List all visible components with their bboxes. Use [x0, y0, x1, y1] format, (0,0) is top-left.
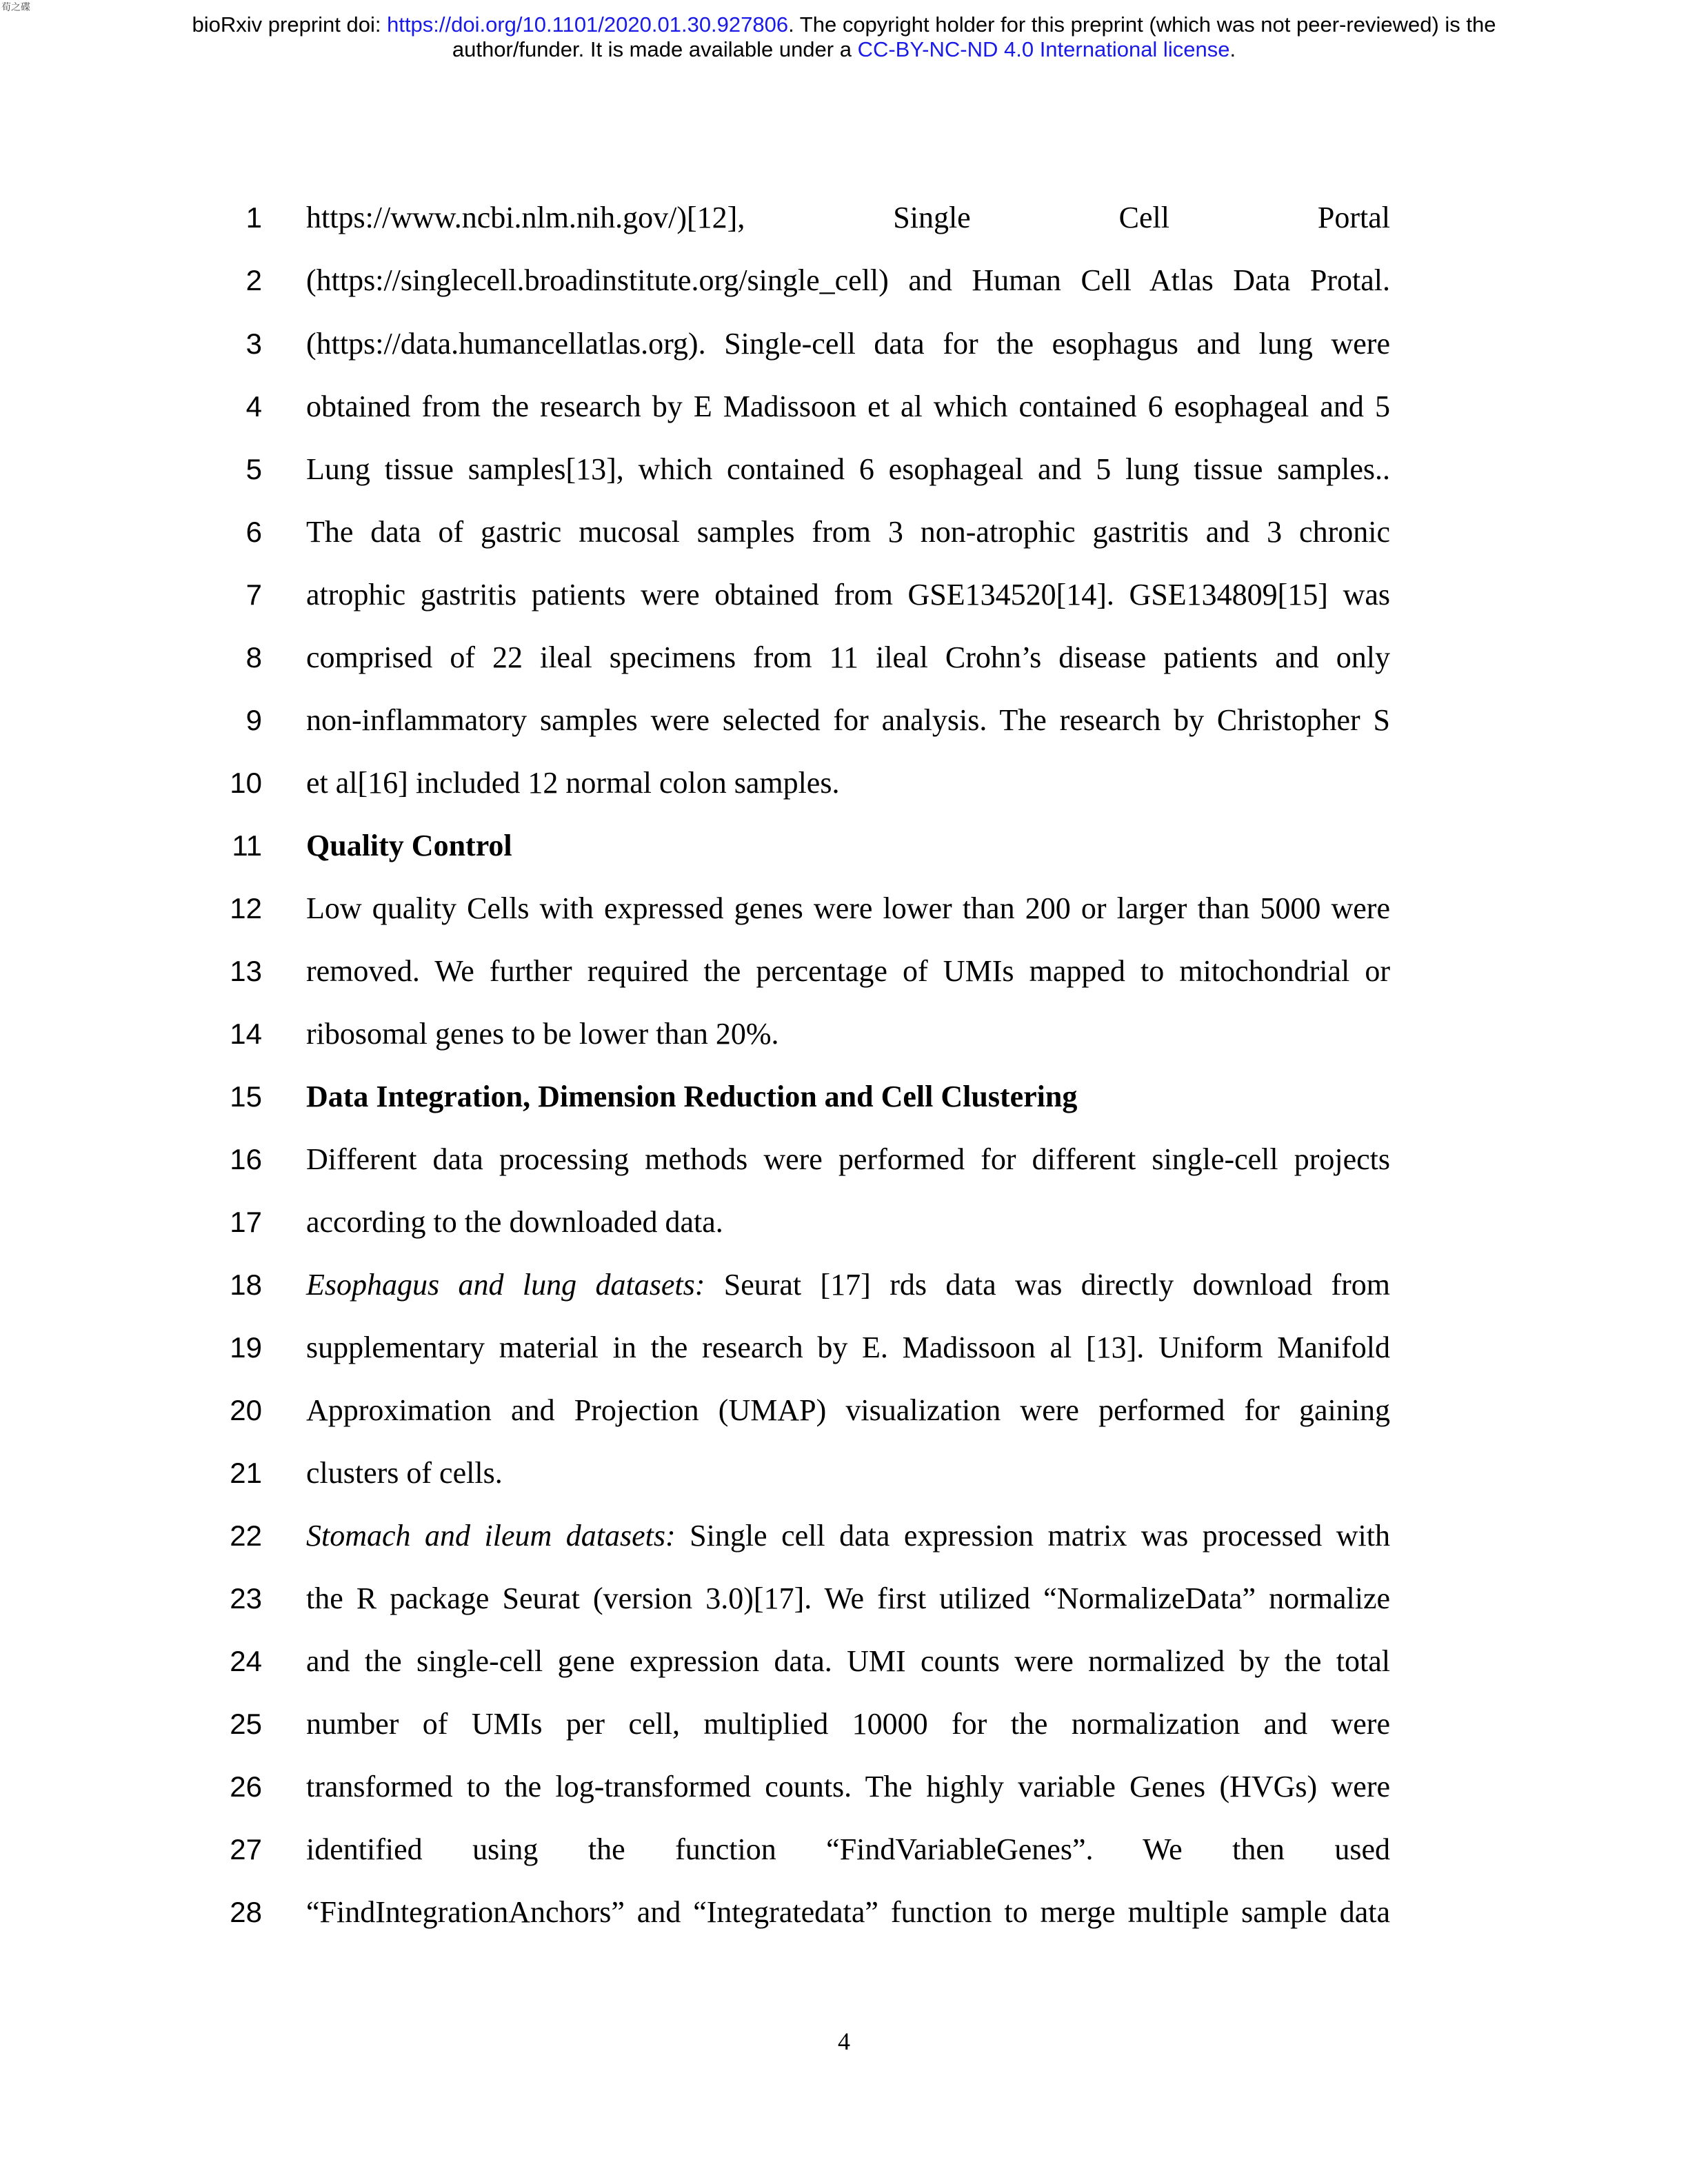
line-text: and the single-cell gene expression data. UMI counts were normalized by the total	[306, 1644, 1390, 1678]
manuscript-line	[0, 1766, 1688, 1808]
line-number: 2	[245, 264, 262, 296]
manuscript-line	[0, 197, 1688, 239]
line-text	[306, 1515, 1390, 1557]
line-number: 4	[245, 390, 262, 423]
header-line-2-suffix: .	[1229, 37, 1236, 61]
manuscript-line	[0, 323, 1688, 365]
manuscript-line	[0, 386, 1688, 427]
header-line-2-prefix: author/funder. It is made available under a	[452, 37, 858, 61]
line-text: obtained from the research by E Madissoon et al which contained 6 esophageal and 5	[306, 390, 1390, 423]
line-text: supplementary material in the research by E. Madissoon al [13]. Uniform Manifold	[306, 1331, 1390, 1364]
manuscript-line	[0, 512, 1688, 553]
line-text: The data of gastric mucosal samples from 3 non-atrophic gastritis and 3 chronic	[306, 515, 1390, 549]
line-number: 20	[230, 1394, 262, 1426]
line-text: Approximation and Projection (UMAP) visualization were performed for gaining	[306, 1393, 1390, 1427]
line-text: Lung tissue samples[13], which contained 6 esophageal and 5 lung tissue samples..	[306, 452, 1390, 486]
manuscript-line	[0, 1327, 1688, 1368]
line-number: 19	[230, 1331, 262, 1364]
line-text: number of UMIs per cell, multiplied 10000 for the normalization and were	[306, 1707, 1390, 1741]
line-text-rest: Single cell data expression matrix was processed with	[675, 1519, 1390, 1553]
line-number: 8	[245, 641, 262, 674]
doi-link[interactable]: https://doi.org/10.1101/2020.01.30.927806	[387, 12, 789, 37]
subsection-label-stomach-ileum: Stomach and ileum datasets:	[306, 1519, 676, 1553]
line-text: clusters of cells.	[306, 1456, 503, 1490]
line-number: 10	[230, 767, 262, 799]
manuscript-line	[0, 637, 1688, 678]
line-text: according to the downloaded data.	[306, 1205, 723, 1239]
line-text: https://www.ncbi.nlm.nih.gov/)[12], Single Cell Portal	[306, 201, 1390, 234]
line-text-rest: Seurat [17] rds data was directly download from	[705, 1268, 1390, 1302]
manuscript-line	[0, 1264, 1688, 1306]
line-text	[306, 1264, 1390, 1306]
line-text: ribosomal genes to be lower than 20%.	[306, 1017, 779, 1051]
line-text: the R package Seurat (version 3.0)[17]. We first utilized “NormalizeData” normalize	[306, 1581, 1390, 1615]
line-number: 1	[245, 201, 262, 234]
subsection-label-esophagus-lung: Esophagus and lung datasets:	[306, 1268, 705, 1302]
manuscript-line	[0, 700, 1688, 741]
line-text: (https://data.humancellatlas.org). Single-cell data for the esophagus and lung were	[306, 327, 1390, 361]
manuscript-line	[0, 1202, 1688, 1243]
line-text: comprised of 22 ileal specimens from 11 ileal Crohn’s disease patients and only	[306, 640, 1390, 674]
section-heading-data-integration: Data Integration, Dimension Reduction and Cell Clustering	[306, 1080, 1078, 1113]
corner-mark: 荀之碟	[1, 2, 30, 13]
line-number: 25	[230, 1708, 262, 1740]
manuscript-line	[0, 1390, 1688, 1431]
line-text: transformed to the log-transformed counts. The highly variable Genes (HVGs) were	[306, 1770, 1390, 1803]
manuscript-line	[0, 449, 1688, 490]
line-number: 14	[230, 1018, 262, 1050]
line-text: et al[16] included 12 normal colon samples.	[306, 766, 840, 800]
header-line-1-suffix: . The copyright holder for this preprint (which was not peer-reviewed) is the	[788, 12, 1496, 37]
line-number: 12	[230, 892, 262, 924]
header-line-1-prefix: bioRxiv preprint doi:	[192, 12, 388, 37]
manuscript-line	[0, 1829, 1688, 1870]
line-number: 11	[232, 829, 262, 862]
line-text: Different data processing methods were performed for different single-cell projects	[306, 1142, 1390, 1176]
line-text: removed. We further required the percentage of UMIs mapped to mitochondrial or	[306, 954, 1390, 988]
manuscript-line	[0, 1453, 1688, 1494]
manuscript-line	[0, 1013, 1688, 1055]
manuscript-line	[0, 762, 1688, 804]
line-number: 17	[230, 1206, 262, 1238]
manuscript-line	[0, 825, 1688, 867]
manuscript-line	[0, 1641, 1688, 1682]
line-number: 18	[230, 1268, 262, 1301]
line-number: 27	[230, 1833, 262, 1866]
line-number: 7	[245, 578, 262, 611]
manuscript-line	[0, 1703, 1688, 1745]
line-number: 9	[245, 704, 262, 736]
line-text: non-inflammatory samples were selected for analysis. The research by Christopher S	[306, 703, 1390, 737]
line-text: identified using the function “FindVariableGenes”. We then used	[306, 1832, 1390, 1866]
line-text: Low quality Cells with expressed genes were lower than 200 or larger than 5000 were	[306, 891, 1390, 925]
line-text: atrophic gastritis patients were obtained from GSE134520[14]. GSE134809[15] was	[306, 578, 1390, 611]
manuscript-line	[0, 1515, 1688, 1557]
line-number: 26	[230, 1770, 262, 1803]
line-number: 24	[230, 1645, 262, 1677]
line-number: 21	[230, 1457, 262, 1489]
page-number: 4	[838, 2028, 850, 2055]
line-number: 23	[230, 1582, 262, 1615]
license-link[interactable]: CC-BY-NC-ND 4.0 International license	[857, 37, 1230, 61]
line-number: 3	[245, 327, 262, 360]
section-heading-quality-control: Quality Control	[306, 829, 512, 862]
line-text: “FindIntegrationAnchors” and “Integratedata” function to merge multiple sample data	[306, 1895, 1390, 1929]
line-number: 15	[230, 1080, 262, 1113]
manuscript-line	[0, 888, 1688, 929]
line-text: (https://singlecell.broadinstitute.org/single_cell) and Human Cell Atlas Data Protal.	[306, 263, 1390, 297]
line-number: 13	[230, 955, 262, 987]
line-number: 5	[245, 453, 262, 485]
manuscript-line	[0, 1139, 1688, 1180]
line-number: 22	[230, 1519, 262, 1552]
manuscript-line	[0, 951, 1688, 992]
line-number: 6	[245, 516, 262, 548]
manuscript-line	[0, 260, 1688, 301]
line-number: 28	[230, 1896, 262, 1928]
line-number: 16	[230, 1143, 262, 1175]
manuscript-line	[0, 1076, 1688, 1118]
manuscript-line	[0, 574, 1688, 616]
manuscript-line	[0, 1892, 1688, 1933]
manuscript-line	[0, 1578, 1688, 1619]
